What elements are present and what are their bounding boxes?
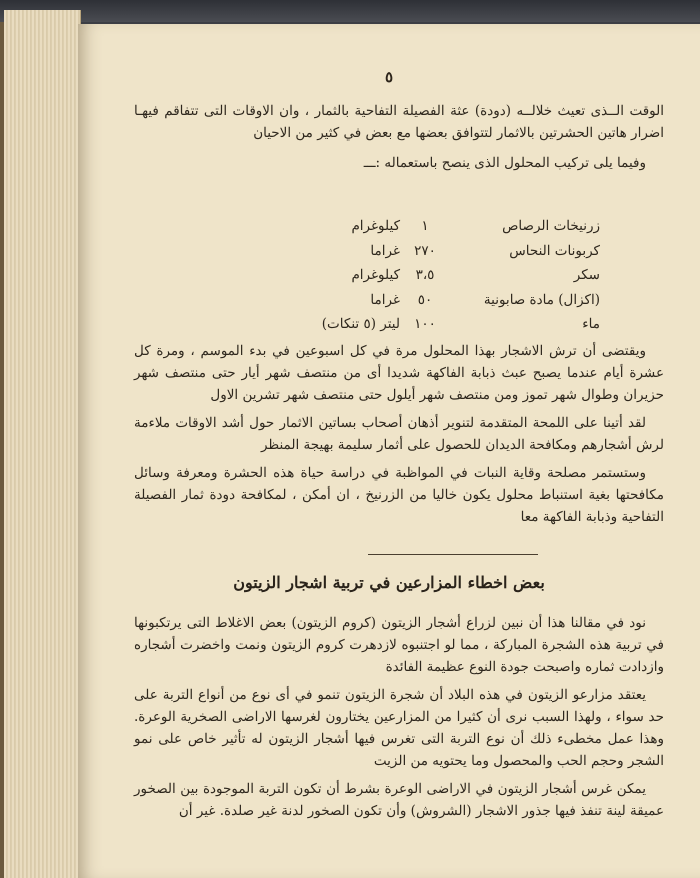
paragraph: ويقتضى أن ترش الاشجار بهذا المحلول مرة في كل اسبوعين في بدء الموسم ، ومرة كل عشرة أيام عندما يصبح عبث ذبابة الفاكهة شديدا أى من منتصف شهر أيار حتى منتصف شهر حزيران وطوال شهر تموز ومن منتصف شهر أيلول حتى منتصف شهر تشرين الاول bbox=[134, 343, 664, 403]
paragraph: يعتقد مزارعو الزيتون في هذه البلاد أن شجرة الزيتون تنمو في أى نوع من أنواع التربة على حد سواء ، ولهذا السبب نرى أن كثيرا من المزارعين يختارون لغرسها الاراضى الصخرية الوعرة. وهذا عمل مخطىء ذلك أن نوع التربة التى تغرس فيها أشجار الزيتون له تأثير خاص على نمو الشجر وحجم الحب والمحصول وما يحتويه من الزيت bbox=[134, 687, 664, 769]
page-number: ٥ bbox=[384, 68, 394, 86]
section-divider bbox=[368, 554, 538, 555]
recipe-ingredient: سكر bbox=[573, 267, 600, 284]
section-heading: بعض اخطاء المزارعين في تربية اشجار الزيتون bbox=[233, 573, 545, 592]
recipe-unit: ليتر (٥ تنكات) bbox=[321, 316, 400, 333]
recipe-notes bbox=[134, 340, 664, 534]
recipe-quantity: ٥٠ bbox=[417, 291, 433, 308]
recipe-ingredient: كربونات النحاس bbox=[509, 242, 600, 259]
recipe-row bbox=[240, 239, 600, 264]
paragraph: الوقت الــذى تعيث خلالــه (دودة) عثة الفصيلة التفاحية بالثمار ، وان الاوقات التى تتفاقم فيهـا اضرار هاتين الحشرتين بالاثمار لتتوافق بعضها مع بعض في كثير من الاحيان bbox=[134, 103, 664, 141]
book-cover-top bbox=[0, 0, 700, 22]
paragraph: يمكن غرس أشجار الزيتون في الاراضى الوعرة بشرط أن تكون التربة الموجودة بين الصخور عميقة لينة تنفذ فيها جذور الاشجار (الشروش) وأن تكون الصخور لدنة غير صلدة. غير أن bbox=[134, 781, 664, 819]
recipe-unit: كيلوغرام bbox=[351, 218, 400, 235]
recipe-quantity: ١٠٠ bbox=[414, 316, 436, 333]
book-page bbox=[78, 24, 700, 878]
recipe-row bbox=[240, 312, 600, 337]
recipe-ingredient: زرنيخات الرصاص bbox=[502, 218, 600, 235]
recipe-unit: كيلوغرام bbox=[351, 267, 400, 284]
paragraph: وستستمر مصلحة وقاية النبات في المواظبة في دراسة حياة هذه الحشرة ومعرفة وسائل مكافحتها بغية استنباط محلول يكون خاليا من الزرنيخ ، ان أمكن ، لمكافحة دودة ثمار الفصيلة التفاحية وذبابة الفاكهة معا bbox=[134, 465, 664, 525]
intro-text bbox=[134, 100, 664, 180]
recipe-quantity: ١ bbox=[421, 218, 429, 235]
recipe-row bbox=[240, 288, 600, 313]
recipe-unit: غراما bbox=[370, 242, 400, 259]
recipe-quantity: ٣،٥ bbox=[415, 267, 435, 284]
paragraph: وفيما يلى تركيب المحلول الذى ينصح باستعماله :ـــ bbox=[363, 155, 646, 171]
recipe-quantity: ٢٧٠ bbox=[414, 242, 436, 259]
paragraph: نود في مقالنا هذا أن نبين لزراع أشجار الزيتون (كروم الزيتون) بعض الاغلاط التى يرتكبونها في تربية هذه الشجرة المباركة ، مما لو اجتنبوه لازدهرت كروم الزيتون ونمت واخضرت أشجاره وازدادت ثماره واصبحت جودة النوع عظيمة الفائدة bbox=[134, 615, 664, 675]
recipe-row bbox=[240, 263, 600, 288]
recipe-row bbox=[240, 214, 600, 239]
paragraph: لقد أتينا على اللمحة المتقدمة لتنوير أذهان أصحاب بساتين الاثمار حول أشد الاوقات ملاءمة لرش أشجارهم ومكافحة الديدان للحصول على أثمار سليمة بهيجة المنظر bbox=[134, 415, 664, 453]
recipe-unit: غراما bbox=[370, 291, 400, 308]
recipe-ingredient: (اكزال) مادة صابونية bbox=[483, 291, 600, 308]
recipe-ingredient: ماء bbox=[582, 316, 600, 333]
section-body bbox=[134, 612, 664, 828]
page-edges bbox=[4, 10, 81, 878]
recipe-table bbox=[240, 214, 600, 337]
